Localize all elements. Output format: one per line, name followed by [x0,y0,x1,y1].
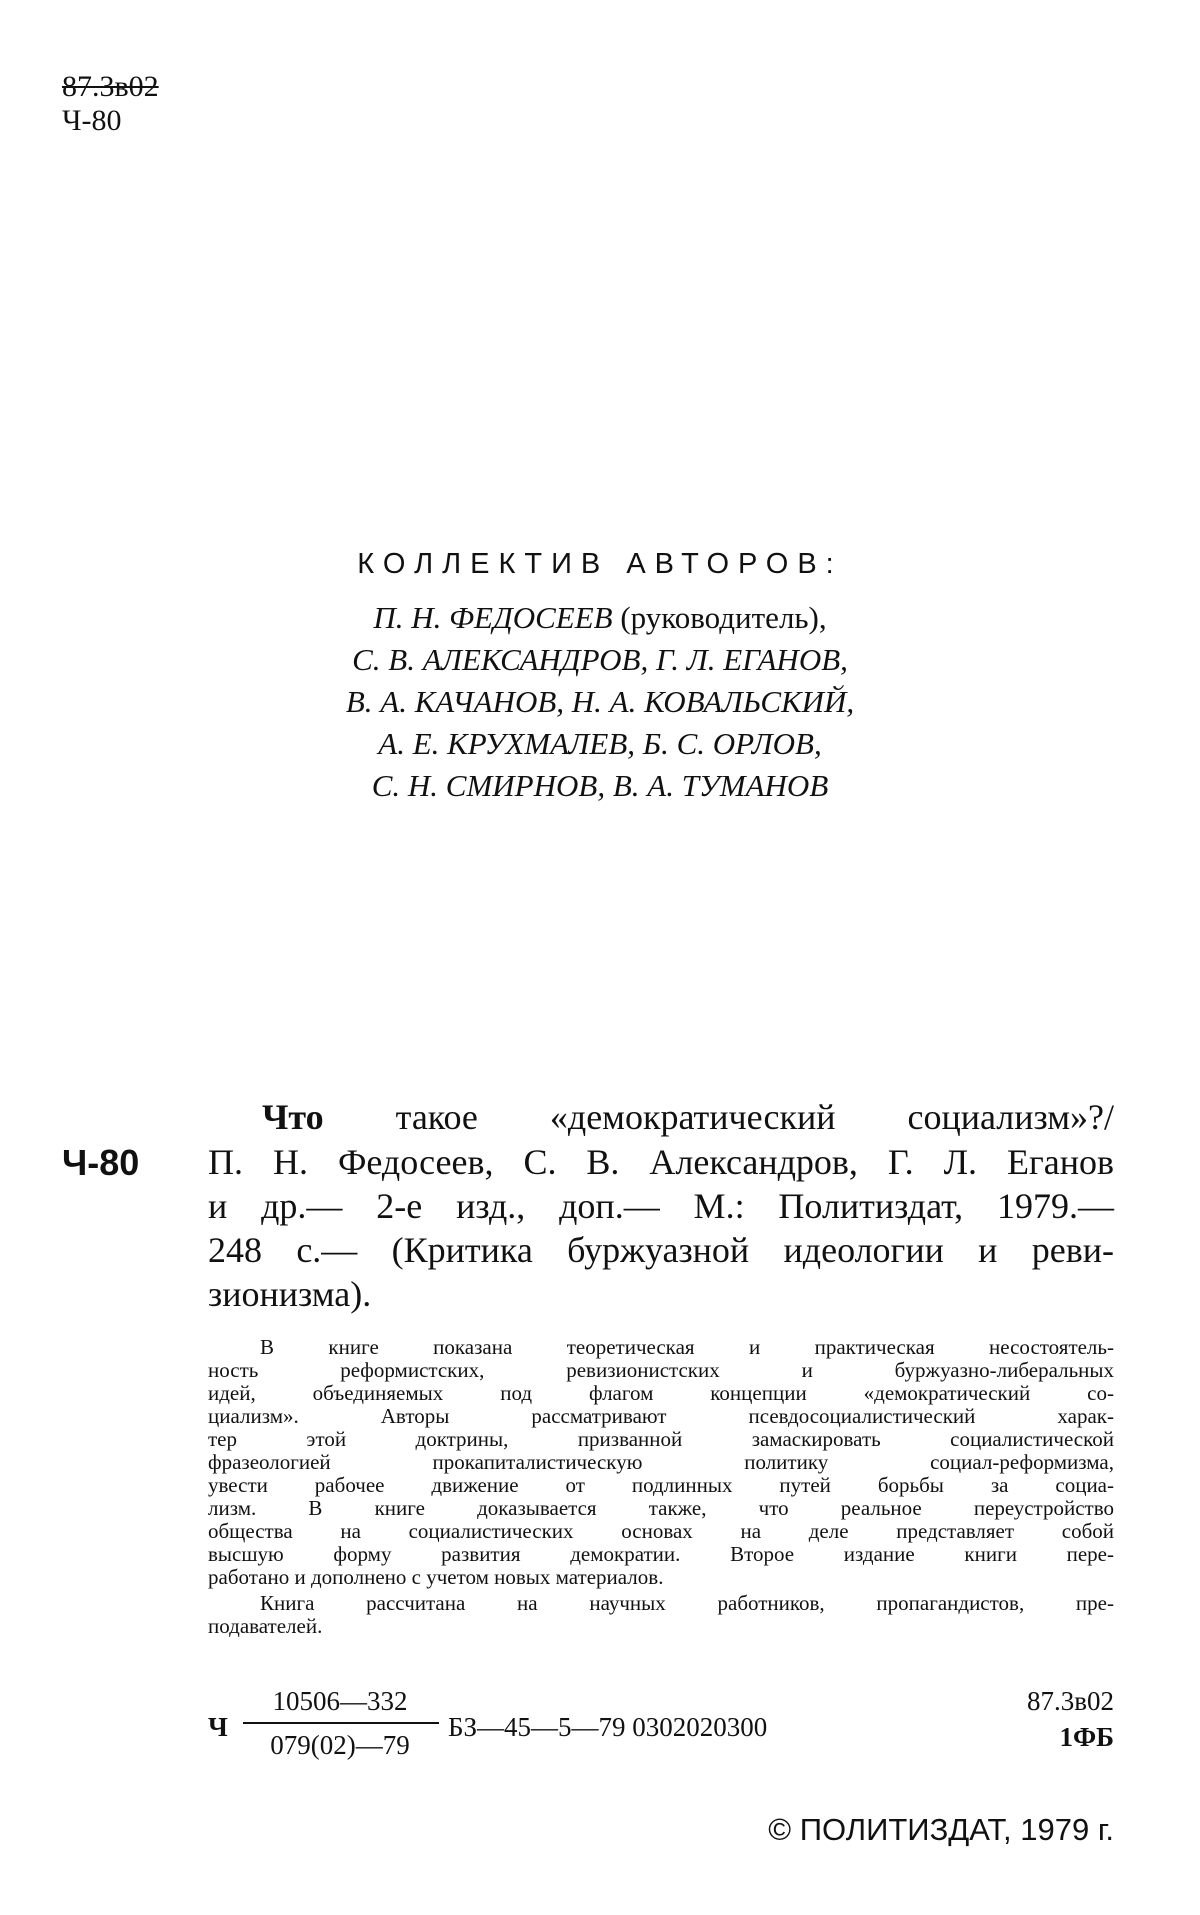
authors-heading: КОЛЛЕКТИВ АВТОРОВ: [357,548,843,580]
entry-title-lead: Что [262,1097,324,1137]
catalog-fund-code: 1ФБ [1059,1722,1114,1752]
copyright-notice: © ПОЛИТИЗДАТ, 1979 г. [768,1812,1114,1847]
catalog-bbk-code: 87.3в02 [1027,1686,1114,1716]
annotation-line: фразеологией прокапиталистическую политику социал-реформизма, [208,1450,1114,1474]
catalog-index: БЗ—45—5—79 0302020300 [448,1712,768,1742]
annotation-line: тер этой доктрины, призванной замаскировать социалистической [208,1427,1114,1451]
annotation-line: ность реформистских, ревизионистских и буржуазно-либеральных [208,1358,1114,1382]
annotation-line: идей, объединяемых под флагом концепции «демократический со- [208,1381,1114,1405]
entry-line-4: 248 с.— (Критика буржуазной идеологии и реви- [208,1230,1114,1270]
author-line-2: С. В. АЛЕКСАНДРОВ, Г. Л. ЕГАНОВ, [352,642,848,677]
annotation-audience-line: подавателей. [208,1614,323,1638]
annotation-line: увести рабочее движение от подлинных путей борьбы за социа- [208,1473,1114,1497]
annotation-audience-line: Книга рассчитана на научных работников, пропагандистов, пре- [260,1591,1114,1615]
catalog-prefix: Ч [208,1712,228,1742]
annotation-line: лизм. В книге доказывается также, что реальное переустройство [208,1496,1114,1520]
author-line-3: В. А. КАЧАНОВ, Н. А. КОВАЛЬСКИЙ, [345,684,855,719]
catalog-numerator: 10506—332 [272,1686,408,1716]
author-lead-name: П. Н. ФЕДОСЕЕВ [373,600,613,635]
author-line-5: С. Н. СМИРНОВ, В. А. ТУМАНОВ [371,768,829,803]
entry-title-rest: такое «демократический социализм»?/ [323,1097,1114,1137]
entry-title [262,1096,1114,1138]
catalog-fraction-bar [243,1722,439,1724]
annotation-line: работано и дополнено с учетом новых материалов. [208,1565,664,1589]
entry-code: Ч-80 [62,1142,140,1183]
author-lead-note: (руководитель), [612,600,827,635]
author-line-4: А. Е. КРУХМАЛЕВ, Б. С. ОРЛОВ, [378,726,822,761]
annotation-line: циализм». Авторы рассматривают псевдосоциалистический харак- [208,1404,1114,1428]
entry-line-3: и др.— 2-е изд., доп.— М.: Политиздат, 1979.— [208,1186,1114,1226]
classification-code: Ч-80 [62,104,122,137]
catalog-denominator: 079(02)—79 [270,1730,410,1760]
entry-line-2: П. Н. Федосеев, С. В. Александров, Г. Л. Еганов [208,1142,1114,1182]
struck-classification-code: 87.3в02 [62,70,159,103]
entry-line-5: зионизма). [208,1274,372,1314]
annotation-line: В книге показана теоретическая и практическая несостоятель- [260,1335,1114,1359]
annotation-line: общества на социалистических основах на деле представляет собой [208,1519,1114,1543]
annotation-line: высшую форму развития демократии. Второе издание книги пере- [208,1542,1114,1566]
author-line-1 [0,600,1200,636]
